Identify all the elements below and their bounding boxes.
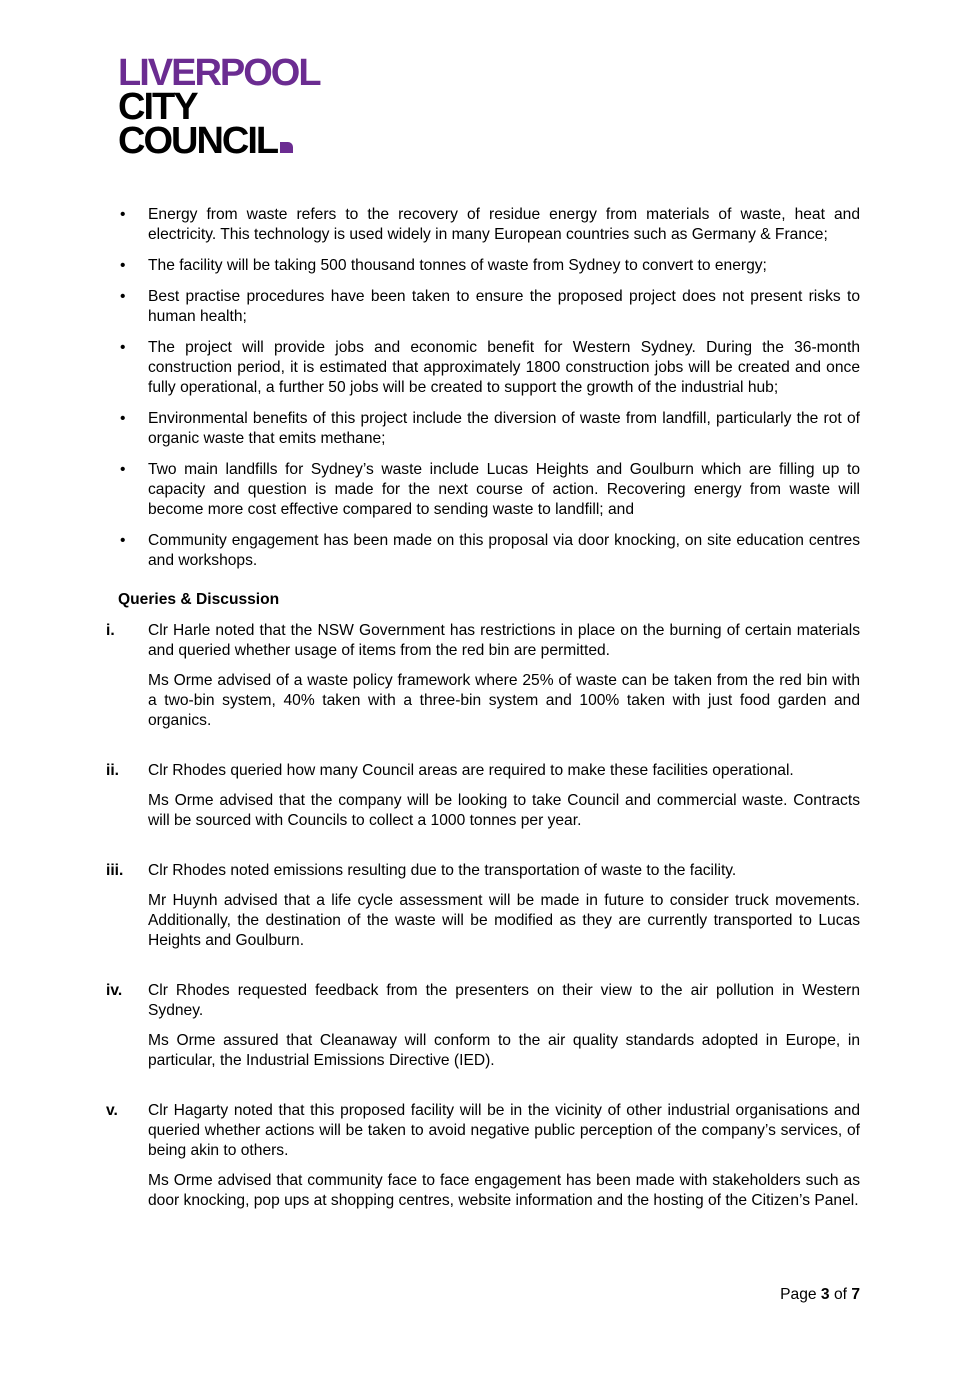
- list-item: [120, 256, 860, 276]
- bullet-icon: •: [120, 257, 126, 274]
- bullet-text: Environmental benefits of this project include the diversion of waste from landfill, particularly the rot of organic waste that emits methane;: [148, 410, 860, 447]
- page-total: 7: [851, 1286, 860, 1303]
- query-answer: Ms Orme advised that community face to face engagement has been made with stakeholders such as door knocking, pop ups at shopping centres, website information and the hosting of the Citizen’s Panel.: [148, 1172, 860, 1209]
- logo-line-liverpool: LIVERPOOL: [118, 52, 320, 94]
- query-answer: Ms Orme assured that Cleanaway will conform to the air quality standards adopted in Europe, in particular, the Industrial Emissions Directive (IED).: [148, 1032, 860, 1069]
- list-item: [120, 409, 860, 449]
- section-heading: Queries & Discussion: [118, 591, 280, 608]
- page-label: Page: [780, 1286, 817, 1303]
- bullet-icon: •: [120, 206, 126, 223]
- council-logo: [118, 52, 320, 162]
- page-of-label: of: [833, 1286, 847, 1303]
- bullet-text: The project will provide jobs and economic benefit for Western Sydney. During the 36-month construction period, it is estimated that approximately 1800 construction jobs will be created and once fully operational, a further 50 jobs will be created to support the growth of the industrial hub;: [148, 339, 860, 396]
- bullet-icon: •: [120, 410, 126, 427]
- bullet-text: Energy from waste refers to the recovery of residue energy from materials of waste, heat and electricity. This technology is used widely in many European countries such as Germany & France;: [148, 206, 860, 243]
- logo-mark-icon: [280, 142, 293, 153]
- query-question: Clr Rhodes noted emissions resulting due to the transportation of waste to the facility.: [148, 862, 737, 879]
- bullet-icon: •: [120, 339, 126, 356]
- bullet-text: Community engagement has been made on this proposal via door knocking, on site education centres and workshops.: [148, 532, 860, 569]
- query-question: Clr Rhodes requested feedback from the presenters on their view to the air pollution in Western Sydney.: [148, 982, 860, 1019]
- query-number: v.: [106, 1102, 118, 1119]
- list-item: [120, 287, 860, 327]
- logo-council-text: COUNCIL: [118, 120, 278, 162]
- query-answer: Mr Huynh advised that a life cycle assessment will be made in future to consider truck movements. Additionally, the destination of the waste will be modified as they are currently transported to Lucas Heights and Goulburn.: [148, 892, 860, 949]
- bullet-text: Best practise procedures have been taken to ensure the proposed project does not present risks to human health;: [148, 288, 860, 325]
- list-item: [120, 338, 860, 398]
- query-item-i: [106, 621, 860, 761]
- query-number: iii.: [106, 862, 124, 879]
- document-body: [0, 205, 979, 1221]
- query-item-iii: [106, 861, 860, 981]
- query-item-iv: [106, 981, 860, 1101]
- bullet-list: [0, 205, 979, 571]
- query-item-ii: [106, 761, 860, 861]
- page-footer: [700, 1286, 860, 1304]
- logo-line-council: [118, 120, 320, 162]
- list-item: [120, 460, 860, 520]
- query-answer: Ms Orme advised that the company will be looking to take Council and commercial waste. Contracts will be sourced with Councils to collect a 1000 tonnes per year.: [148, 792, 860, 829]
- page-number: 3: [820, 1286, 830, 1303]
- query-item-v: [106, 1101, 860, 1211]
- query-number: iv.: [106, 982, 123, 999]
- list-item: [120, 531, 860, 571]
- query-question: Clr Harle noted that the NSW Government has restrictions in place on the burning of certain materials and queried whether usage of items from the red bin are permitted.: [148, 622, 860, 659]
- bullet-text: Two main landfills for Sydney’s waste include Lucas Heights and Goulburn which are filling up to capacity and question is made for the next course of action. Recovering energy from waste will become more cost effective compared to sending waste to landfill; and: [148, 461, 860, 518]
- bullet-icon: •: [120, 532, 126, 549]
- query-question: Clr Hagarty noted that this proposed facility will be in the vicinity of other industrial organisations and queried whether actions will be taken to avoid negative public perception of the company’s services, of being akin to others.: [148, 1102, 860, 1159]
- query-number: i.: [106, 622, 115, 639]
- logo-line-city: CITY: [118, 86, 197, 128]
- query-number: ii.: [106, 762, 119, 779]
- list-item: [120, 205, 860, 245]
- query-answer: Ms Orme advised of a waste policy framework where 25% of waste can be taken from the red bin with a two-bin system, 40% taken with a three-bin system and 100% taken with just food garden and organics.: [148, 672, 860, 729]
- bullet-icon: •: [120, 288, 126, 305]
- bullet-text: The facility will be taking 500 thousand tonnes of waste from Sydney to convert to energy;: [148, 257, 767, 274]
- query-question: Clr Rhodes queried how many Council areas are required to make these facilities operational.: [148, 762, 794, 779]
- bullet-icon: •: [120, 461, 126, 478]
